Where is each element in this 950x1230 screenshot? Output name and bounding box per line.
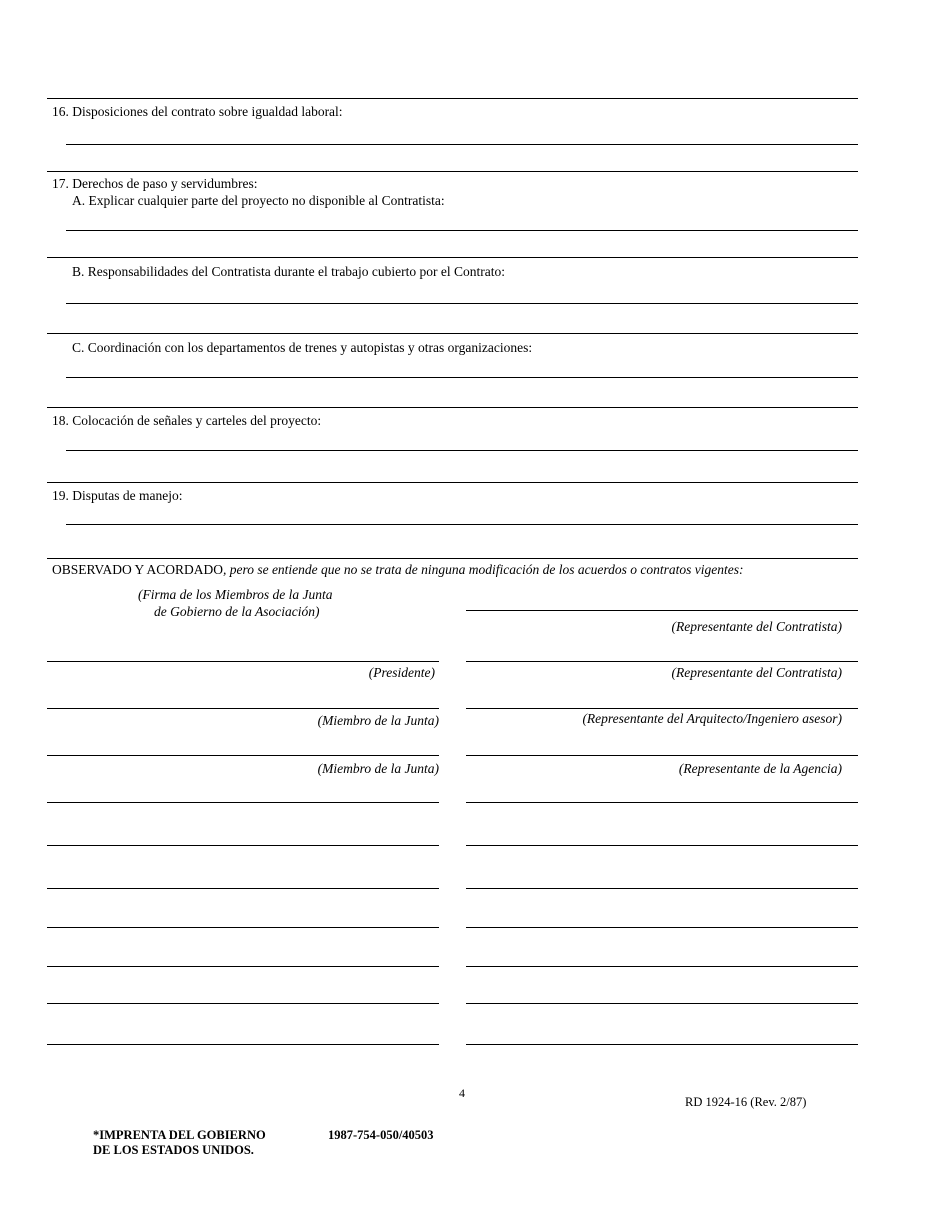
blank-left-signature-line[interactable] bbox=[47, 845, 439, 846]
section-17a-answer-line[interactable] bbox=[66, 230, 858, 231]
board-member-2-signature-line[interactable] bbox=[47, 755, 439, 756]
printer-line-2: DE LOS ESTADOS UNIDOS. bbox=[93, 1143, 254, 1157]
architect-rep-label: (Representante del Arquitecto/Ingeniero asesor) bbox=[582, 711, 842, 726]
section-17b-label: B. Responsabilidades del Contratista durante el trabajo cubierto por el Contrato: bbox=[72, 264, 506, 279]
board-member-2-label: (Miembro de la Junta) bbox=[317, 761, 439, 776]
blank-right-signature-line[interactable] bbox=[466, 1003, 858, 1004]
board-signature-header-line1: (Firma de los Miembros de la Junta bbox=[138, 587, 333, 602]
contractor-rep-2-signature-line[interactable] bbox=[466, 661, 858, 662]
section-19-answer-line[interactable] bbox=[66, 524, 858, 525]
blank-right-signature-line[interactable] bbox=[466, 1044, 858, 1045]
form-id: RD 1924-16 (Rev. 2/87) bbox=[685, 1095, 807, 1109]
section-18-top-rule bbox=[47, 407, 858, 408]
section-16-label: 16. Disposiciones del contrato sobre igualdad laboral: bbox=[52, 104, 343, 119]
section-16-answer-line[interactable] bbox=[66, 144, 858, 145]
agreement-rest: , pero se entiende que no se trata de ninguna modificación de los acuerdos o contratos vigentes: bbox=[222, 562, 744, 577]
contractor-rep-2-label: (Representante del Contratista) bbox=[671, 665, 842, 680]
blank-right-signature-line[interactable] bbox=[466, 888, 858, 889]
section-17-top-rule bbox=[47, 171, 858, 172]
architect-rep-signature-line[interactable] bbox=[466, 708, 858, 709]
blank-left-signature-line[interactable] bbox=[47, 927, 439, 928]
print-code: 1987-754-050/40503 bbox=[328, 1128, 434, 1142]
contractor-rep-1-signature-line[interactable] bbox=[466, 610, 858, 611]
blank-right-signature-line[interactable] bbox=[466, 845, 858, 846]
section-17-label: 17. Derechos de paso y servidumbres: bbox=[52, 176, 258, 191]
blank-right-signature-line[interactable] bbox=[466, 966, 858, 967]
president-signature-line[interactable] bbox=[47, 661, 439, 662]
section-17c-top-rule bbox=[47, 333, 858, 334]
blank-left-signature-line[interactable] bbox=[47, 802, 439, 803]
section-18-label: 18. Colocación de señales y carteles del proyecto: bbox=[52, 413, 322, 428]
section-17c-label: C. Coordinación con los departamentos de trenes y autopistas y otras organizaciones: bbox=[72, 340, 533, 355]
section-16-top-rule bbox=[47, 98, 858, 99]
blank-right-signature-line[interactable] bbox=[466, 802, 858, 803]
section-17b-top-rule bbox=[47, 257, 858, 258]
blank-left-signature-line[interactable] bbox=[47, 888, 439, 889]
president-label: (Presidente) bbox=[368, 665, 435, 680]
board-member-1-signature-line[interactable] bbox=[47, 708, 439, 709]
blank-right-signature-line[interactable] bbox=[466, 927, 858, 928]
section-19-label: 19. Disputas de manejo: bbox=[52, 488, 183, 503]
printer-line-1: *IMPRENTA DEL GOBIERNO bbox=[93, 1128, 266, 1142]
agency-rep-label: (Representante de la Agencia) bbox=[678, 761, 842, 776]
contractor-rep-1-label: (Representante del Contratista) bbox=[671, 619, 842, 634]
page-number: 4 bbox=[459, 1086, 465, 1100]
section-19-top-rule bbox=[47, 482, 858, 483]
board-signature-header-line2: de Gobierno de la Asociación) bbox=[154, 604, 320, 619]
agency-rep-signature-line[interactable] bbox=[466, 755, 858, 756]
section-18-answer-line[interactable] bbox=[66, 450, 858, 451]
blank-left-signature-line[interactable] bbox=[47, 1003, 439, 1004]
agreement-top-rule bbox=[47, 558, 858, 559]
section-17c-answer-line[interactable] bbox=[66, 377, 858, 378]
blank-left-signature-line[interactable] bbox=[47, 1044, 439, 1045]
agreement-lead: OBSERVADO Y ACORDADO bbox=[52, 562, 223, 577]
section-17a-label: A. Explicar cualquier parte del proyecto no disponible al Contratista: bbox=[72, 193, 445, 208]
agreement-statement bbox=[52, 562, 743, 578]
board-member-1-label: (Miembro de la Junta) bbox=[317, 713, 439, 728]
section-17b-answer-line[interactable] bbox=[66, 303, 858, 304]
blank-left-signature-line[interactable] bbox=[47, 966, 439, 967]
